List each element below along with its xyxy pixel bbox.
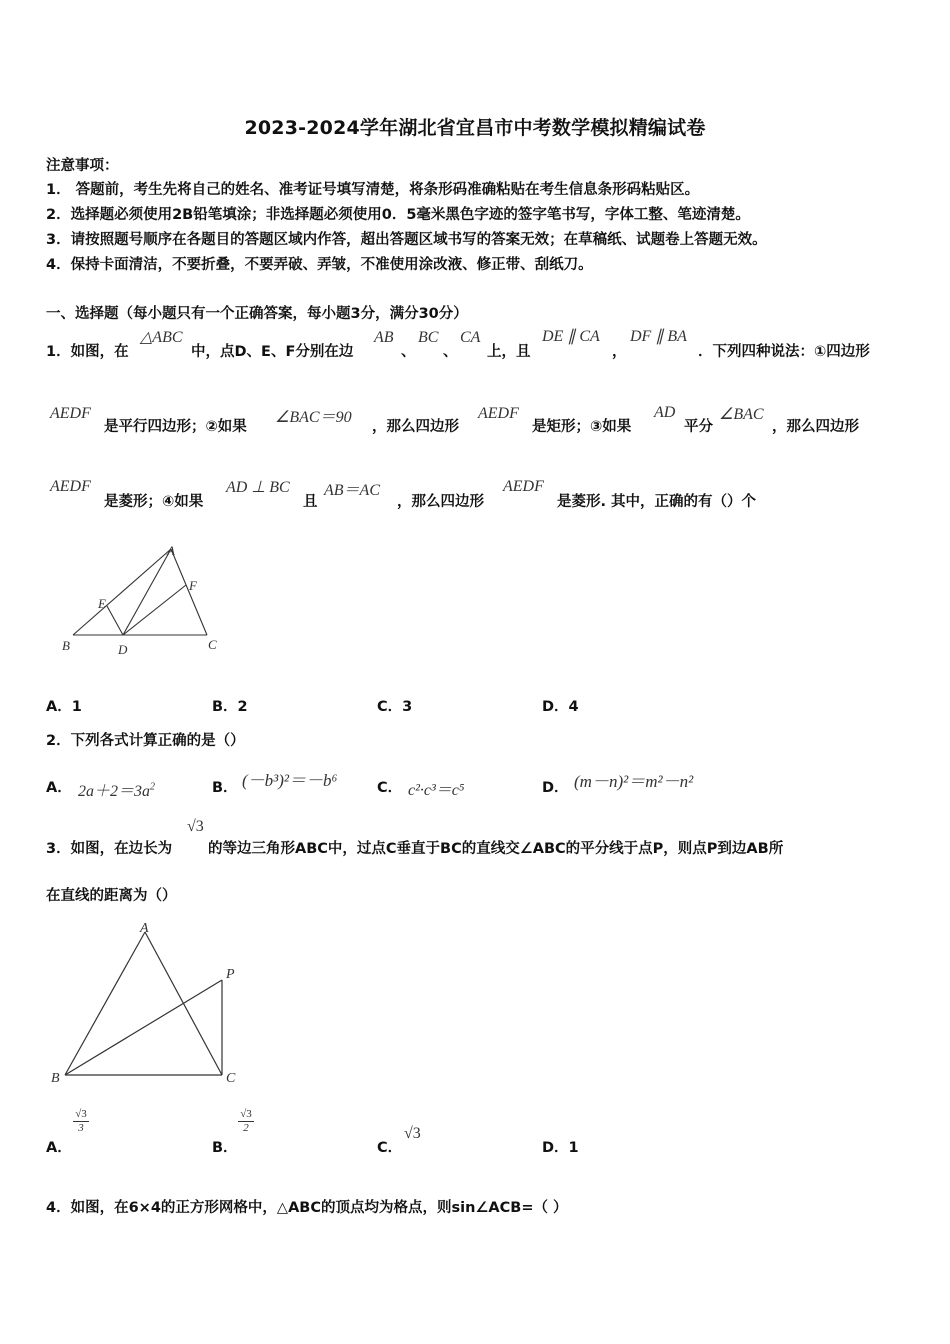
q1-math: DF ∥ BA	[630, 328, 687, 345]
q1-option-c: C．3	[377, 699, 413, 715]
q1-label-c: C	[208, 637, 217, 652]
q3-label-b: B	[51, 1071, 60, 1086]
q1-option-b: B．2	[212, 699, 248, 715]
q1-math: AB	[374, 329, 394, 346]
q3-option-b-label: B．	[212, 1140, 238, 1156]
q3-option-b-den: 2	[243, 1122, 249, 1134]
q1-math: AEDF	[478, 405, 519, 422]
q3-label-c: C	[226, 1071, 236, 1086]
notice-heading: 注意事项：	[46, 158, 119, 174]
q1-math: AEDF	[50, 405, 91, 422]
q1-text: ，	[612, 344, 627, 360]
q1-text: 、	[401, 344, 416, 360]
q3-label-p: P	[226, 967, 235, 982]
q1-math: △ABC	[140, 329, 183, 346]
q1-text: 且	[303, 494, 318, 510]
q2-option-b-expr: (－b³)²＝－b⁶	[242, 771, 338, 790]
q1-text: 是菱形. 其中，正确的有（）个	[557, 494, 757, 510]
q1-math: AEDF	[503, 478, 544, 495]
q1-math: ∠BAC	[719, 406, 764, 423]
q2-option-a-expr-sup: 2	[150, 781, 156, 793]
page-title: 2023-2024学年湖北省宜昌市中考数学模拟精编试卷	[244, 117, 706, 139]
q3-option-c-label: C．	[377, 1140, 403, 1156]
q1-math: AD	[654, 404, 676, 421]
q1-text: 是矩形；③如果	[532, 419, 632, 435]
q1-text: 中，点D、E、F分别在边	[191, 344, 354, 360]
q1-text: 是菱形；④如果	[104, 494, 204, 510]
q1-math: AEDF	[50, 478, 91, 495]
q3-option-b-num: √3	[238, 1108, 254, 1122]
q2-option-d-expr: (m－n)²＝m²－n²	[574, 772, 694, 791]
q1-figure	[55, 540, 230, 660]
q1-text: 平分	[684, 419, 713, 435]
q1-text: ，那么四边形	[772, 419, 859, 435]
notice-item: 1． 答题前，考生先将自己的姓名、准考证号填写清楚，将条形码准确粘贴在考生信息条形码粘贴区。	[46, 182, 700, 198]
q2-option-a-expr	[78, 778, 155, 801]
q1-math: BC	[418, 329, 439, 346]
q1-text: 是平行四边形；②如果	[104, 419, 247, 435]
notice-item: 4．保持卡面清洁，不要折叠，不要弄破、弄皱，不准使用涂改液、修正带、刮纸刀。	[46, 257, 593, 273]
q3-label-a: A	[140, 921, 149, 936]
q3-option-c-value: √3	[404, 1125, 421, 1142]
q1-text: ，那么四边形	[397, 494, 484, 510]
q1-math: DE ∥ CA	[542, 328, 600, 345]
q1-text: 、	[443, 344, 458, 360]
q3-option-a-label: A．	[46, 1140, 72, 1156]
notice-item: 3．请按照题号顺序在各题目的答题区域内作答，超出答题区域书写的答案无效；在草稿纸、试题卷上答题无效。	[46, 232, 767, 248]
q2-option-b-label: B．	[212, 780, 238, 796]
q1-label-a: A	[167, 543, 175, 558]
q3-text: 的等边三角形ABC中，过点C垂直于BC的直线交∠ABC的平分线于点P，则点P到边AB所	[208, 841, 784, 857]
q3-text: 3．如图，在边长为	[46, 841, 173, 857]
q2-stem: 2．下列各式计算正确的是（）	[46, 733, 245, 749]
q1-label-e: E	[98, 596, 106, 611]
q3-option-d: D．1	[542, 1140, 579, 1156]
q3-option-b-fraction	[238, 1108, 254, 1135]
q1-option-d: D．4	[542, 699, 579, 715]
q2-option-a-label: A．	[46, 780, 72, 796]
q3-option-a-num: √3	[73, 1108, 89, 1122]
q2-option-d-label: D．	[542, 780, 569, 796]
q1-label-d: D	[118, 642, 128, 657]
q3-option-a-fraction	[73, 1108, 89, 1135]
q1-text: ，那么四边形	[372, 419, 459, 435]
q1-math: CA	[460, 329, 481, 346]
section-heading: 一、选择题（每小题只有一个正确答案，每小题3分，满分30分）	[46, 306, 468, 322]
q1-option-a: A．1	[46, 699, 82, 715]
q3-sqrt: √3	[187, 818, 204, 835]
q1-math: ∠BAC＝90	[275, 409, 352, 426]
q3-option-a-den: 3	[78, 1122, 84, 1134]
q2-option-c-label: C．	[377, 780, 403, 796]
q1-math: AD ⊥ BC	[226, 479, 290, 496]
q2-option-a-expr-base: 2a＋2＝3a	[78, 783, 151, 800]
q3-text: 在直线的距离为（）	[46, 888, 177, 904]
q2-option-c-expr: c²·c³＝c⁵	[408, 782, 465, 799]
q1-text: ．下列四种说法：①四边形	[698, 344, 870, 360]
q1-label-b: B	[62, 638, 70, 653]
q3-figure	[48, 918, 248, 1088]
q1-math: AB＝AC	[324, 482, 380, 499]
q1-text: 上，且	[487, 344, 531, 360]
q1-label-f: F	[189, 578, 197, 593]
q1-text: 1．如图，在	[46, 344, 129, 360]
q4-stem: 4．如图，在6×4的正方形网格中，△ABC的顶点均为格点，则sin∠ACB=（ ）	[46, 1200, 568, 1216]
notice-item: 2．选择题必须使用2B铅笔填涂；非选择题必须使用0．5毫米黑色字迹的签字笔书写，字体工整、笔迹清楚。	[46, 207, 750, 223]
